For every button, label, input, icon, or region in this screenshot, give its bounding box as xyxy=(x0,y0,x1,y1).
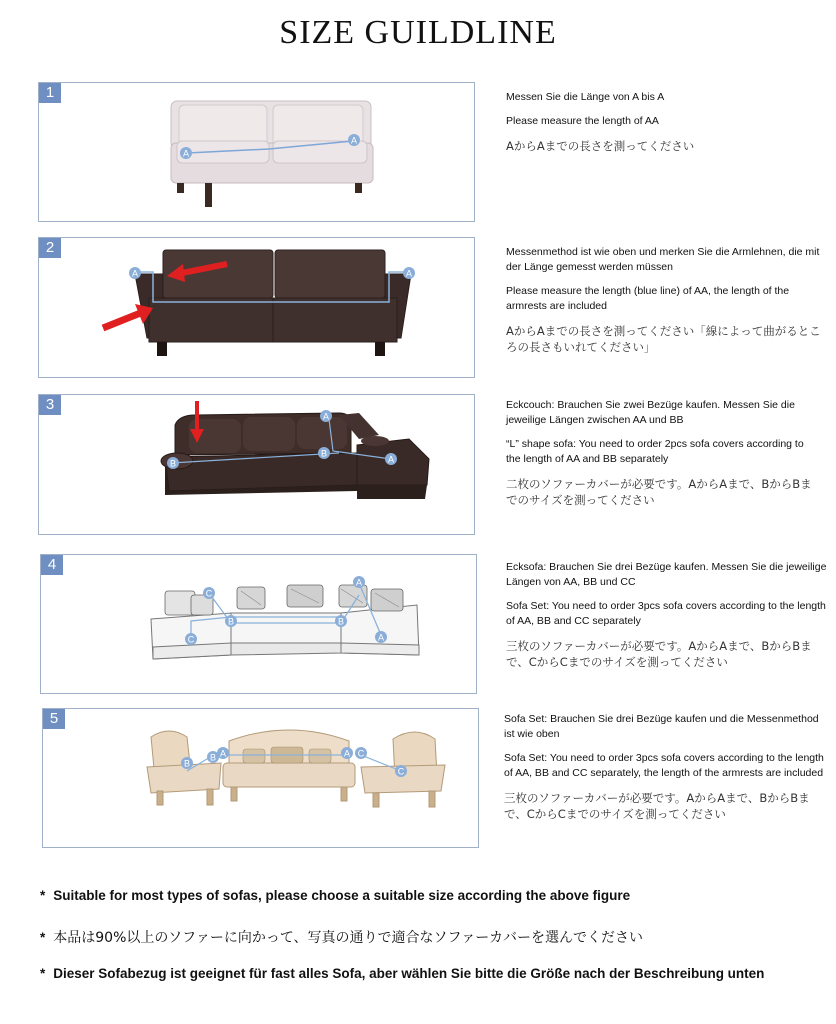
note-suitable-de xyxy=(40,966,764,981)
section-number: 1 xyxy=(39,83,61,103)
section-2-frame xyxy=(38,237,475,378)
mark-b: B xyxy=(183,758,191,769)
instruction-en: Please measure the length (blue line) of AA, the length of the armrests are included xyxy=(506,285,790,312)
instruction-en: “L” shape sofa: You need to order 2pcs sofa covers according to the length of AA and BB separately xyxy=(506,438,804,465)
section-number: 5 xyxy=(43,709,65,729)
section-2-description xyxy=(506,245,824,364)
bullet-star: * xyxy=(40,930,46,945)
sofa-u-shape-illustration xyxy=(41,555,478,695)
note-text: Dieser Sofabezug ist geeignet für fast alles Sofa, aber wählen Sie bitte die Größe nach der Beschreibung unten xyxy=(53,966,765,981)
mark-a: A xyxy=(182,148,190,159)
mark-a: A xyxy=(219,748,227,759)
mark-c: C xyxy=(397,766,405,777)
instruction-jp: AからAまでの長さを測ってください「線によって曲がるところの長さもいれてください」 xyxy=(506,324,821,354)
section-4-frame xyxy=(40,554,477,694)
section-3-description xyxy=(506,398,818,517)
section-3-frame xyxy=(38,394,475,535)
mark-a: A xyxy=(322,411,330,422)
mark-b: B xyxy=(227,616,235,627)
mark-b: B xyxy=(320,448,328,459)
instruction-de: Messenmethod ist wie oben und merken Sie die Armlehnen, die mit der Länge gemesst werden müssen xyxy=(506,246,820,273)
bullet-star: * xyxy=(40,888,46,903)
mark-c: C xyxy=(205,588,213,599)
sofa-dark-illustration xyxy=(39,238,476,379)
section-number: 3 xyxy=(39,395,61,415)
instruction-de: Messen Sie die Länge von A bis A xyxy=(506,91,665,103)
instruction-en: Sofa Set: You need to order 3pcs sofa covers according to the length of AA, BB and CC separately, the length of the armrests are included xyxy=(504,752,824,779)
section-4-description xyxy=(506,560,832,679)
mark-a: A xyxy=(350,135,358,146)
instruction-en: Please measure the length of AA xyxy=(506,115,659,127)
mark-a: A xyxy=(131,268,139,279)
mark-a: A xyxy=(343,748,351,759)
mark-a: A xyxy=(377,632,385,643)
note-text: 本品は90%以上のソファーに向かって、写真の通りで適合なソファーカバーを選んでください xyxy=(53,930,643,946)
section-5-frame xyxy=(42,708,479,848)
section-1-description xyxy=(506,90,826,163)
bullet-star: * xyxy=(40,966,46,981)
mark-b: B xyxy=(337,616,345,627)
section-number: 4 xyxy=(41,555,63,575)
mark-c: C xyxy=(357,748,365,759)
page-title: SIZE GUILDLINE xyxy=(279,14,557,51)
sofa-loveseat-illustration xyxy=(39,83,476,223)
instruction-de: Sofa Set: Brauchen Sie drei Bezüge kaufen und die Messenmethod ist wie oben xyxy=(504,713,819,740)
mark-c: C xyxy=(187,634,195,645)
instruction-de: Eckcouch: Brauchen Sie zwei Bezüge kaufen. Messen Sie die jeweilige Längen zwischen AA und BB xyxy=(506,399,795,426)
mark-a: A xyxy=(355,577,363,588)
section-1-frame xyxy=(38,82,475,222)
section-5-description xyxy=(504,712,826,831)
instruction-en: Sofa Set: You need to order 3pcs sofa covers according to the length of AA, BB and CC separately xyxy=(506,600,826,627)
instruction-de: Ecksofa: Brauchen Sie drei Bezüge kaufen. Messen Sie die jeweilige Längen von AA, BB und CC xyxy=(506,561,827,588)
instruction-jp: 二枚のソファーカバーが必要です。AからAまで、BからBまでのサイズを測ってください xyxy=(506,477,812,507)
sofa-set-illustration xyxy=(43,709,480,849)
instruction-jp: AからAまでの長さを測ってください xyxy=(506,139,695,153)
mark-a: A xyxy=(405,268,413,279)
instruction-jp: 三枚のソファーカバーが必要です。AからAまで、BからBまで、CからCまでのサイズを測ってください xyxy=(506,639,812,669)
instruction-jp: 三枚のソファーカバーが必要です。AからAまで、BからBまで、CからCまでのサイズを測ってください xyxy=(504,791,810,821)
section-number: 2 xyxy=(39,238,61,258)
note-suitable-jp xyxy=(40,927,643,947)
note-suitable-en xyxy=(40,888,630,903)
mark-a: A xyxy=(387,454,395,465)
mark-b: B xyxy=(209,752,217,763)
note-text: Suitable for most types of sofas, please choose a suitable size according the above figure xyxy=(53,888,631,903)
mark-b: B xyxy=(169,458,177,469)
sofa-l-shape-illustration xyxy=(39,395,476,536)
